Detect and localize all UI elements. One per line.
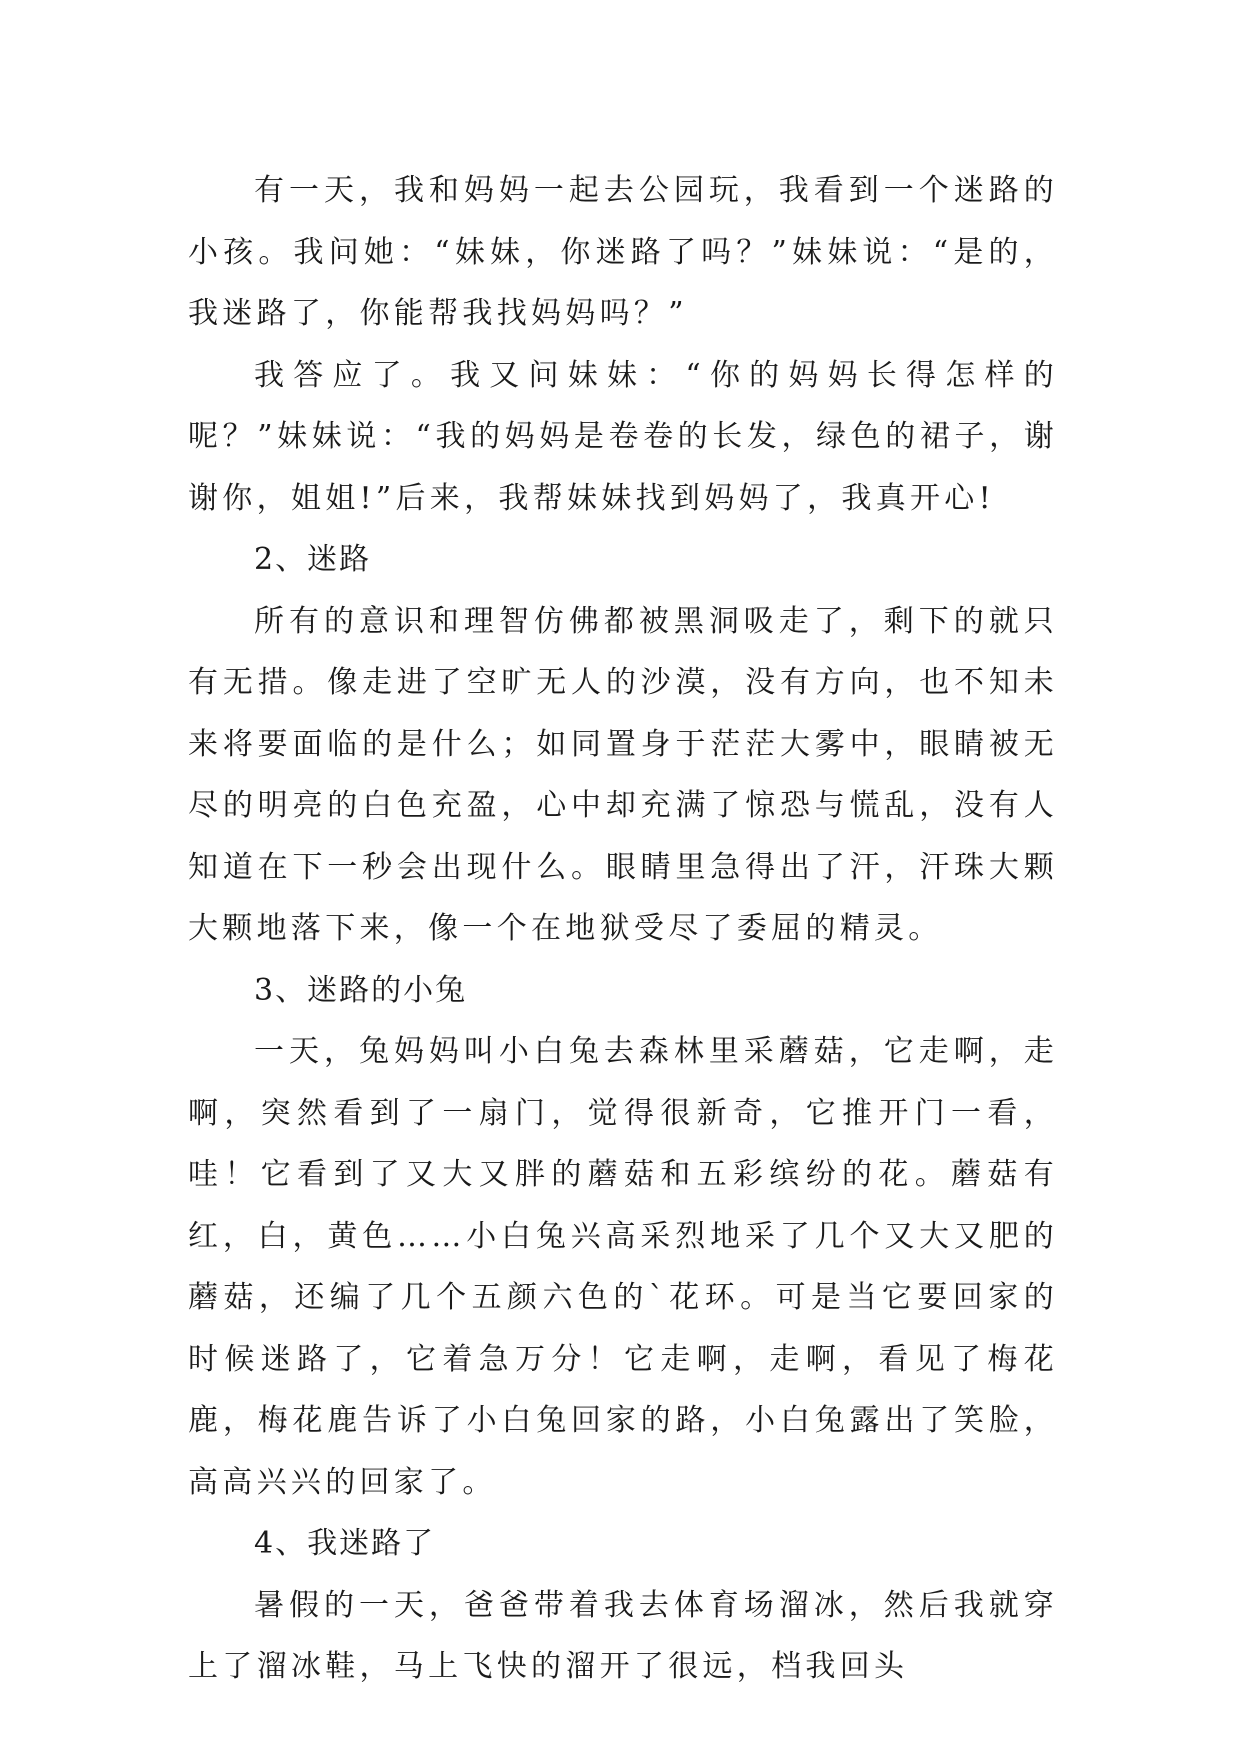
section-heading-4: 4、我迷路了 <box>254 1526 436 1561</box>
paragraph-lost-feeling: 所有的意识和理智仿佛都被黑洞吸走了，剩下的就只有无措。像走进了空旷无人的沙漠，没有方向，也不知未来将要面临的是什么；如同置身于茫茫大雾中，眼睛被无尽的明亮的白色充盈，心中却充满了惊恐与慌乱，没有人知道在下一秒会出现什么。眼睛里急得出了汗，汗珠大颗大颗地落下来，像一个在地狱受尽了委屈的精灵。 <box>188 603 1058 946</box>
document-body <box>188 160 1058 1698</box>
paragraph-lost-child: 有一天，我和妈妈一起去公园玩，我看到一个迷路的小孩。我问她：“妹妹，你迷路了吗？”妹妹说：“是的，我迷路了，你能帮我找妈妈吗？” <box>188 173 1058 331</box>
section-heading-2: 2、迷路 <box>254 542 372 577</box>
section-heading-3: 3、迷路的小兔 <box>254 972 468 1008</box>
paragraph-found-mother: 我答应了。我又问妹妹：“你的妈妈长得怎样的呢？”妹妹说：“我的妈妈是卷卷的长发，绿色的裙子，谢谢你，姐姐!”后来，我帮妹妹找到妈妈了，我真开心! <box>188 357 1058 516</box>
paragraph-little-rabbit: 一天，兔妈妈叫小白兔去森林里采蘑菇，它走啊，走啊，突然看到了一扇门，觉得很新奇，它推开门一看，哇！它看到了又大又胖的蘑菇和五彩缤纷的花。蘑菇有红，白，黄色……小白兔兴高采烈地采了几个又大又肥的蘑菇，还编了几个五颜六色的`花环。可是当它要回家的时候迷路了，它着急万分！它走啊，走啊，看见了梅花鹿，梅花鹿告诉了小白兔回家的路，小白兔露出了笑脸，高高兴兴的回家了。 <box>188 1034 1058 1500</box>
paragraph-skating: 暑假的一天，爸爸带着我去体育场溜冰，然后我就穿上了溜冰鞋，马上飞快的溜开了很远，档我回头 <box>188 1587 1058 1684</box>
